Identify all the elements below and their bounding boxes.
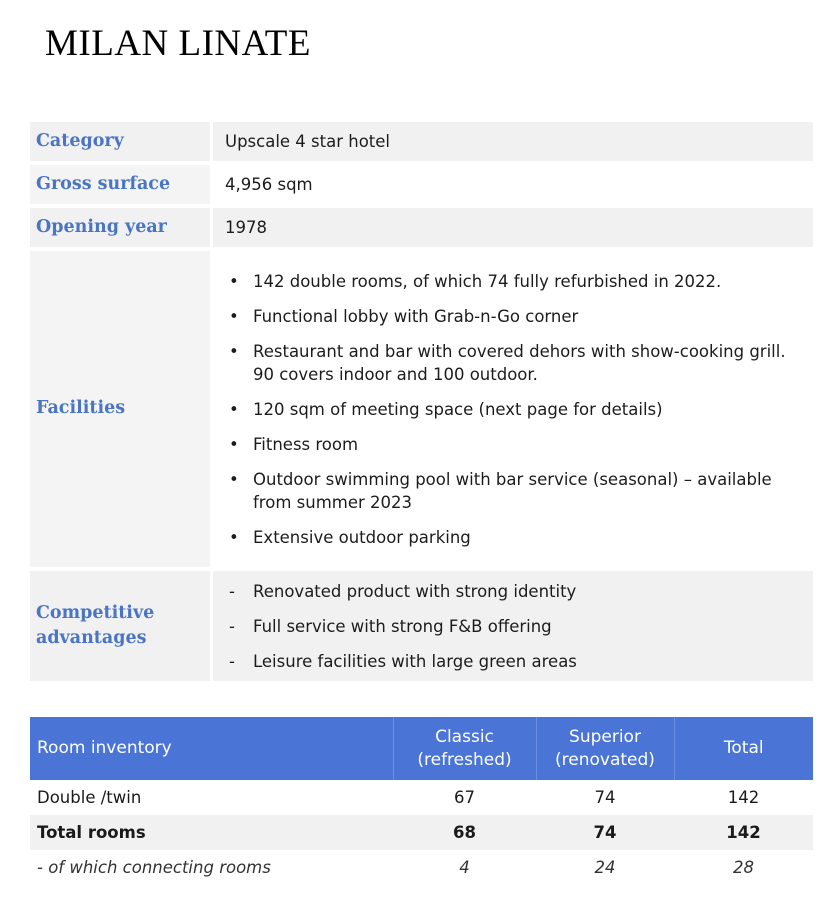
total-count: 142	[727, 788, 760, 807]
advantages-label: Competitive advantages	[30, 571, 210, 681]
info-row-gross-surface	[30, 165, 813, 204]
gross-surface-label: Gross surface	[30, 165, 210, 204]
bullet-marker: •	[229, 399, 239, 419]
total-count: 28	[733, 858, 754, 877]
list-item: • 142 double rooms, of which 74 fully refurbished in 2022.	[229, 271, 722, 291]
table-row	[30, 780, 813, 815]
table-header-row	[30, 717, 813, 780]
opening-year-label: Opening year	[30, 208, 210, 247]
info-row-opening-year	[30, 208, 813, 247]
list-item: - Leisure facilities with large green areas	[229, 651, 577, 671]
superior-count: 74	[536, 815, 674, 850]
list-item: • Extensive outdoor parking	[229, 527, 471, 547]
table-row	[30, 850, 813, 885]
bullet-marker: •	[229, 341, 239, 361]
list-item: • Restaurant and bar with covered dehors with show-cooking grill. 90 covers indoor and 100 outdoor.	[229, 341, 786, 384]
classic-count: 67	[454, 788, 475, 807]
bullet-marker: •	[229, 469, 239, 489]
dash-marker: -	[229, 651, 235, 671]
table-row	[30, 815, 813, 850]
category-label: Category	[30, 122, 210, 161]
bullet-marker: •	[229, 306, 239, 326]
bullet-marker: •	[229, 434, 239, 454]
row-label: - of which connecting rooms	[37, 858, 271, 877]
classic-count: 68	[393, 815, 536, 850]
info-row-category	[30, 122, 813, 161]
advantages-value	[213, 571, 813, 681]
row-label: Double /twin	[37, 788, 142, 807]
bullet-marker: •	[229, 527, 239, 547]
superior-count: 24	[594, 858, 616, 877]
list-item: • 120 sqm of meeting space (next page for details)	[229, 399, 663, 419]
opening-year-value: 1978	[213, 208, 813, 247]
advantages-list	[225, 580, 813, 673]
facilities-list	[225, 270, 813, 549]
facilities-value	[213, 251, 813, 567]
info-row-advantages	[30, 571, 813, 681]
header-room-inventory: Room inventory	[30, 717, 393, 780]
superior-count: 74	[594, 788, 616, 807]
list-item: • Functional lobby with Grab-n-Go corner	[229, 306, 579, 326]
row-label: Total rooms	[30, 815, 393, 850]
header-total: Total	[674, 717, 813, 780]
category-value: Upscale 4 star hotel	[213, 122, 813, 161]
bullet-marker: •	[229, 271, 239, 291]
dash-marker: -	[229, 616, 235, 636]
hotel-info-table	[30, 122, 813, 681]
room-inventory-table	[30, 717, 813, 885]
list-item: - Renovated product with strong identity	[229, 581, 577, 601]
total-count: 142	[674, 815, 813, 850]
list-item: - Full service with strong F&B offering	[229, 616, 552, 636]
classic-count: 4	[459, 858, 470, 877]
gross-surface-value: 4,956 sqm	[213, 165, 813, 204]
header-superior: Superior (renovated)	[536, 717, 674, 780]
list-item: • Outdoor swimming pool with bar service (seasonal) – available from summer 2023	[229, 469, 772, 512]
dash-marker: -	[229, 581, 235, 601]
info-row-facilities	[30, 251, 813, 567]
header-classic: Classic (refreshed)	[393, 717, 536, 780]
list-item: • Fitness room	[229, 434, 359, 454]
facilities-label: Facilities	[30, 251, 210, 567]
page-title: MILAN LINATE	[45, 23, 311, 64]
